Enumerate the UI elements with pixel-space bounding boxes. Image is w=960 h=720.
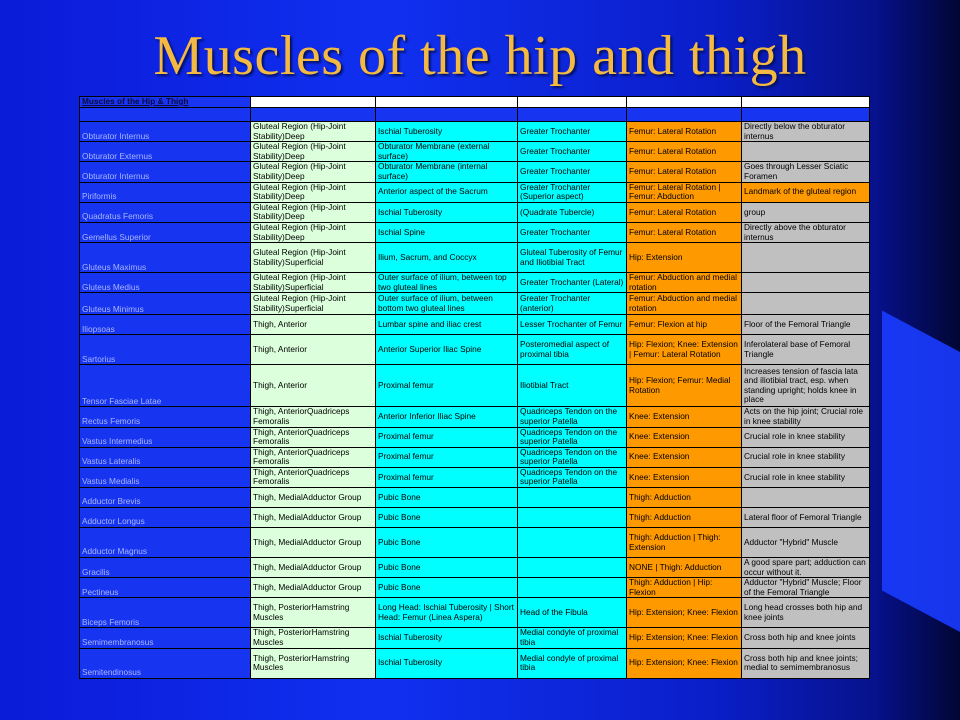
- table-row: [80, 427, 870, 447]
- origin-cell: Anterior Superior Iliac Spine: [376, 335, 518, 365]
- notes-cell: Cross both hip and knee joints: [742, 628, 870, 648]
- table-caption-row: [80, 97, 870, 108]
- notes-cell: Landmark of the gluteal region: [742, 182, 870, 202]
- insertion-cell: Head of the Fibula: [518, 598, 627, 628]
- notes-cell: Cross both hip and knee joints; medial to semimembranosus: [742, 648, 870, 678]
- muscle-name-cell: Gluteus Minimus: [80, 293, 251, 315]
- notes-cell: [742, 142, 870, 162]
- empty-cell: [627, 108, 742, 122]
- action-cell: Femur: Lateral Rotation | Femur: Abduction: [627, 182, 742, 202]
- table-caption: Muscles of the Hip & Thigh: [80, 97, 251, 108]
- notes-cell: Crucial role in knee stability: [742, 427, 870, 447]
- table-row: [80, 315, 870, 335]
- region-cell: Thigh, PosteriorHamstring Muscles: [251, 648, 376, 678]
- origin-cell: Lumbar spine and iliac crest: [376, 315, 518, 335]
- origin-cell: Proximal femur: [376, 447, 518, 467]
- action-cell: Hip: Extension: [627, 243, 742, 273]
- action-cell: Femur: Lateral Rotation: [627, 162, 742, 182]
- region-cell: Thigh, PosteriorHamstring Muscles: [251, 628, 376, 648]
- insertion-cell: Medial condyle of proximal tibia: [518, 628, 627, 648]
- muscle-name-cell: Piriformis: [80, 182, 251, 202]
- insertion-cell: [518, 558, 627, 578]
- origin-cell: Proximal femur: [376, 427, 518, 447]
- muscle-name-cell: Gracilis: [80, 558, 251, 578]
- insertion-cell: Greater Trochanter: [518, 122, 627, 142]
- table-row: [80, 447, 870, 467]
- muscle-name-cell: Adductor Brevis: [80, 488, 251, 508]
- insertion-cell: Quadriceps Tendon on the superior Patella: [518, 447, 627, 467]
- action-cell: Femur: Flexion at hip: [627, 315, 742, 335]
- origin-cell: Pubic Bone: [376, 578, 518, 598]
- region-cell: Gluteal Region (Hip-Joint Stability)Superficial: [251, 273, 376, 293]
- insertion-cell: Greater Trochanter (Lateral): [518, 273, 627, 293]
- action-cell: Femur: Lateral Rotation: [627, 202, 742, 222]
- muscle-name-cell: Obturator Internus: [80, 122, 251, 142]
- origin-cell: Pubic Bone: [376, 558, 518, 578]
- table-row: [80, 407, 870, 427]
- table-row: [80, 182, 870, 202]
- origin-cell: Ischial Tuberosity: [376, 628, 518, 648]
- insertion-cell: Greater Trochanter (Superior aspect): [518, 182, 627, 202]
- region-cell: Thigh, AnteriorQuadriceps Femoralis: [251, 427, 376, 447]
- table-row: [80, 488, 870, 508]
- insertion-cell: [518, 488, 627, 508]
- table-row: [80, 122, 870, 142]
- muscle-name-cell: Adductor Longus: [80, 508, 251, 528]
- notes-cell: Inferolateral base of Femoral Triangle: [742, 335, 870, 365]
- region-cell: Thigh, PosteriorHamstring Muscles: [251, 598, 376, 628]
- table-row: [80, 578, 870, 598]
- action-cell: Thigh: Adduction | Hip: Flexion: [627, 578, 742, 598]
- insertion-cell: (Quadrate Tubercle): [518, 202, 627, 222]
- table-row: [80, 202, 870, 222]
- muscle-name-cell: Rectus Femoris: [80, 407, 251, 427]
- notes-cell: Directly above the obturator internus: [742, 222, 870, 242]
- action-cell: Hip: Flexion; Knee: Extension | Femur: Lateral Rotation: [627, 335, 742, 365]
- region-cell: Gluteal Region (Hip-Joint Stability)Superficial: [251, 293, 376, 315]
- origin-cell: Pubic Bone: [376, 508, 518, 528]
- empty-cell: [518, 108, 627, 122]
- action-cell: Thigh: Adduction | Thigh: Extension: [627, 528, 742, 558]
- muscle-name-cell: Iliopsoas: [80, 315, 251, 335]
- muscle-name-cell: Vastus Medialis: [80, 467, 251, 487]
- slide-title: Muscles of the hip and thigh: [153, 25, 807, 87]
- insertion-cell: Greater Trochanter: [518, 142, 627, 162]
- muscle-name-cell: Obturator Externus: [80, 142, 251, 162]
- notes-cell: Crucial role in knee stability: [742, 467, 870, 487]
- action-cell: Hip: Extension; Knee: Flexion: [627, 648, 742, 678]
- region-cell: Thigh, Anterior: [251, 315, 376, 335]
- origin-cell: Pubic Bone: [376, 528, 518, 558]
- insertion-cell: [518, 528, 627, 558]
- insertion-cell: Quadriceps Tendon on the superior Patella: [518, 407, 627, 427]
- origin-cell: Ischial Tuberosity: [376, 648, 518, 678]
- action-cell: Knee: Extension: [627, 427, 742, 447]
- empty-cell: [742, 108, 870, 122]
- region-cell: Thigh, AnteriorQuadriceps Femoralis: [251, 447, 376, 467]
- table-row: [80, 222, 870, 242]
- origin-cell: Proximal femur: [376, 467, 518, 487]
- notes-cell: [742, 243, 870, 273]
- table-row: [80, 243, 870, 273]
- muscle-name-cell: Gluteus Maximus: [80, 243, 251, 273]
- table-row: [80, 273, 870, 293]
- region-cell: Thigh, AnteriorQuadriceps Femoralis: [251, 467, 376, 487]
- origin-cell: Long Head: Ischial Tuberosity | Short Head: Femur (Linea Aspera): [376, 598, 518, 628]
- action-cell: Hip: Extension; Knee: Flexion: [627, 628, 742, 648]
- table-row: [80, 528, 870, 558]
- region-cell: Gluteal Region (Hip-Joint Stability)Deep: [251, 122, 376, 142]
- action-cell: Knee: Extension: [627, 467, 742, 487]
- muscle-name-cell: Vastus Lateralis: [80, 447, 251, 467]
- table-spacer-row: [80, 108, 870, 122]
- region-cell: Thigh, Anterior: [251, 365, 376, 407]
- table-row: [80, 293, 870, 315]
- origin-cell: Ilium, Sacrum, and Coccyx: [376, 243, 518, 273]
- notes-cell: [742, 293, 870, 315]
- insertion-cell: [518, 508, 627, 528]
- insertion-cell: Quadriceps Tendon on the superior Patella: [518, 467, 627, 487]
- insertion-cell: Medial condyle of proximal tibia: [518, 648, 627, 678]
- region-cell: Thigh, MedialAdductor Group: [251, 528, 376, 558]
- empty-cell: [376, 97, 518, 108]
- notes-cell: Floor of the Femoral Triangle: [742, 315, 870, 335]
- origin-cell: Proximal femur: [376, 365, 518, 407]
- muscle-table: [79, 96, 870, 679]
- muscle-name-cell: Gemellus Superior: [80, 222, 251, 242]
- empty-cell: [518, 97, 627, 108]
- table-row: [80, 162, 870, 182]
- notes-cell: A good spare part; adduction can occur without it.: [742, 558, 870, 578]
- region-cell: Thigh, MedialAdductor Group: [251, 508, 376, 528]
- region-cell: Gluteal Region (Hip-Joint Stability)Deep: [251, 182, 376, 202]
- notes-cell: Long head crosses both hip and knee joints: [742, 598, 870, 628]
- notes-cell: Acts on the hip joint; Crucial role in knee stability: [742, 407, 870, 427]
- muscle-name-cell: Semimembranosus: [80, 628, 251, 648]
- muscle-name-cell: Adductor Magnus: [80, 528, 251, 558]
- region-cell: Gluteal Region (Hip-Joint Stability)Deep: [251, 162, 376, 182]
- region-cell: Thigh, MedialAdductor Group: [251, 558, 376, 578]
- notes-cell: group: [742, 202, 870, 222]
- insertion-cell: Greater Trochanter (anterior): [518, 293, 627, 315]
- region-cell: Thigh, Anterior: [251, 335, 376, 365]
- insertion-cell: Gluteal Tuberosity of Femur and Iliotibial Tract: [518, 243, 627, 273]
- notes-cell: Adductor "Hybrid" Muscle; Floor of the Femoral Triangle: [742, 578, 870, 598]
- muscle-name-cell: Biceps Femoris: [80, 598, 251, 628]
- action-cell: Femur: Lateral Rotation: [627, 122, 742, 142]
- action-cell: Hip: Extension; Knee: Flexion: [627, 598, 742, 628]
- region-cell: Gluteal Region (Hip-Joint Stability)Deep: [251, 222, 376, 242]
- table-row: [80, 558, 870, 578]
- insertion-cell: [518, 578, 627, 598]
- muscle-name-cell: Semitendinosus: [80, 648, 251, 678]
- region-cell: Thigh, MedialAdductor Group: [251, 488, 376, 508]
- action-cell: Femur: Abduction and medial rotation: [627, 293, 742, 315]
- region-cell: Thigh, MedialAdductor Group: [251, 578, 376, 598]
- notes-cell: [742, 273, 870, 293]
- origin-cell: Ischial Tuberosity: [376, 122, 518, 142]
- empty-cell: [80, 108, 251, 122]
- origin-cell: Outer surface of ilium, between top two gluteal lines: [376, 273, 518, 293]
- empty-cell: [376, 108, 518, 122]
- action-cell: Thigh: Adduction: [627, 508, 742, 528]
- insertion-cell: Greater Trochanter: [518, 162, 627, 182]
- action-cell: Knee: Extension: [627, 447, 742, 467]
- muscle-name-cell: Vastus Intermedius: [80, 427, 251, 447]
- table-row: [80, 365, 870, 407]
- table-row: [80, 467, 870, 487]
- notes-cell: Goes through Lesser Sciatic Foramen: [742, 162, 870, 182]
- region-cell: Gluteal Region (Hip-Joint Stability)Deep: [251, 202, 376, 222]
- origin-cell: Ischial Tuberosity: [376, 202, 518, 222]
- notes-cell: Crucial role in knee stability: [742, 447, 870, 467]
- origin-cell: Obturator Membrane (internal surface): [376, 162, 518, 182]
- action-cell: Thigh: Adduction: [627, 488, 742, 508]
- action-cell: Femur: Lateral Rotation: [627, 142, 742, 162]
- notes-cell: Directly below the obturator internus: [742, 122, 870, 142]
- empty-cell: [627, 97, 742, 108]
- origin-cell: Obturator Membrane (external surface): [376, 142, 518, 162]
- region-cell: Thigh, AnteriorQuadriceps Femoralis: [251, 407, 376, 427]
- empty-cell: [251, 97, 376, 108]
- notes-cell: Adductor "Hybrid" Muscle: [742, 528, 870, 558]
- origin-cell: Pubic Bone: [376, 488, 518, 508]
- table-row: [80, 598, 870, 628]
- table-row: [80, 508, 870, 528]
- insertion-cell: Greater Trochanter: [518, 222, 627, 242]
- action-cell: NONE | Thigh: Adduction: [627, 558, 742, 578]
- region-cell: Gluteal Region (Hip-Joint Stability)Superficial: [251, 243, 376, 273]
- region-cell: Gluteal Region (Hip-Joint Stability)Deep: [251, 142, 376, 162]
- empty-cell: [742, 97, 870, 108]
- action-cell: Femur: Lateral Rotation: [627, 222, 742, 242]
- table-row: [80, 142, 870, 162]
- insertion-cell: Posteromedial aspect of proximal tibia: [518, 335, 627, 365]
- table-row: [80, 648, 870, 678]
- action-cell: Knee: Extension: [627, 407, 742, 427]
- slide-accent-bar: [882, 311, 960, 632]
- action-cell: Hip: Flexion; Femur: Medial Rotation: [627, 365, 742, 407]
- insertion-cell: Quadriceps Tendon on the superior Patella: [518, 427, 627, 447]
- insertion-cell: Iliotibial Tract: [518, 365, 627, 407]
- origin-cell: Anterior aspect of the Sacrum: [376, 182, 518, 202]
- muscle-name-cell: Quadratus Femoris: [80, 202, 251, 222]
- notes-cell: Increases tension of fascia lata and iliotibial tract, esp. when standing upright; holds knee in place: [742, 365, 870, 407]
- origin-cell: Outer surface of ilium, between bottom two gluteal lines: [376, 293, 518, 315]
- muscle-name-cell: Gluteus Medius: [80, 273, 251, 293]
- table-row: [80, 628, 870, 648]
- muscle-name-cell: Obturator Internus: [80, 162, 251, 182]
- muscle-name-cell: Pectineus: [80, 578, 251, 598]
- table-row: [80, 335, 870, 365]
- origin-cell: Ischial Spine: [376, 222, 518, 242]
- origin-cell: Anterior Inferior Iliac Spine: [376, 407, 518, 427]
- muscle-table-container: [79, 96, 870, 679]
- insertion-cell: Lesser Trochanter of Femur: [518, 315, 627, 335]
- notes-cell: [742, 488, 870, 508]
- muscle-name-cell: Sartorius: [80, 335, 251, 365]
- muscle-name-cell: Tensor Fasciae Latae: [80, 365, 251, 407]
- action-cell: Femur: Abduction and medial rotation: [627, 273, 742, 293]
- notes-cell: Lateral floor of Femoral Triangle: [742, 508, 870, 528]
- empty-cell: [251, 108, 376, 122]
